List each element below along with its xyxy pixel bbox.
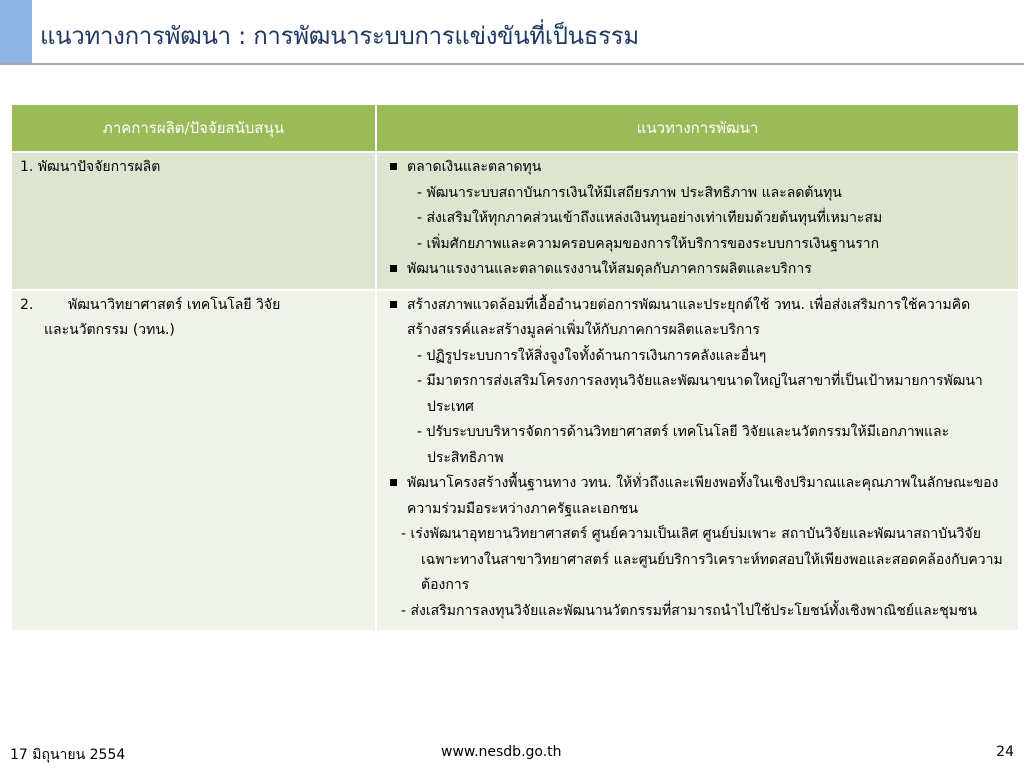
column-header-sector: ภาคการผลิต/ปัจจัยสนับสนุน: [12, 105, 376, 152]
sector-cell: [12, 290, 376, 631]
table-row: [12, 290, 1018, 631]
dash-item: - พัฒนาระบบสถาบันการเงินให้มีเสถียรภาพ ประสิทธิภาพ และลดต้นทุน: [417, 184, 842, 201]
row-number: 2.: [20, 296, 34, 313]
dash-item: - เพิ่มศักยภาพและความครอบคลุมของการให้บริการของระบบการเงินฐานราก: [417, 235, 880, 252]
title-divider: [0, 63, 1024, 65]
sector-label: พัฒนาปัจจัยการผลิต: [37, 159, 161, 175]
table-header-row: [12, 105, 1018, 152]
column-header-guideline: แนวทางการพัฒนา: [376, 105, 1018, 152]
dash-item: - ปฏิรูประบบการให้สิ่งจูงใจทั้งด้านการเงินการคลังและอื่นๆ: [417, 347, 767, 364]
square-bullet-icon: [390, 265, 397, 272]
table-row: [12, 152, 1018, 290]
bullet-item: [389, 293, 1010, 344]
square-bullet-icon: [390, 163, 397, 170]
title-accent-bar: [0, 0, 32, 63]
dash-item: - ปรับระบบบริหารจัดการด้านวิทยาศาสตร์ เทคโนโลยี วิจัยและนวัตกรรมให้มีเอกภาพและประสิทธิภาพ: [417, 424, 950, 466]
footer-url: www.nesdb.go.th: [441, 744, 562, 760]
bullet-text: สร้างสภาพแวดล้อมที่เอื้ออำนวยต่อการพัฒนาและประยุกต์ใช้ วทน. เพื่อส่งเสริมการใช้ความคิดสร้างสรรค์และสร้างมูลค่าเพิ่มให้กับภาคการผลิตและบริการ: [407, 296, 971, 338]
bullet-item: [389, 155, 1010, 181]
bullet-text: พัฒนาแรงงานและตลาดแรงงานให้สมดุลกับภาคการผลิตและบริการ: [407, 261, 812, 277]
bullet-text: ตลาดเงินและตลาดทุน: [407, 159, 542, 175]
sector-cell: [12, 152, 376, 290]
development-table: [12, 105, 1018, 630]
page-number: 24: [996, 744, 1014, 760]
sector-label: พัฒนาวิทยาศาสตร์ เทคโนโลยี วิจัย: [68, 296, 281, 313]
square-bullet-icon: [390, 301, 397, 308]
guideline-cell: [376, 290, 1018, 631]
bullet-text: พัฒนาโครงสร้างพื้นฐานทาง วทน. ให้ทั่วถึงและเพียงพอทั้งในเชิงปริมาณและคุณภาพในลักษณะของความร่วมมือระหว่างภาครัฐและเอกชน: [407, 475, 999, 517]
square-bullet-icon: [390, 479, 397, 486]
dash-item: - ส่งเสริมให้ทุกภาคส่วนเข้าถึงแหล่งเงินทุนอย่างเท่าเทียมด้วยต้นทุนที่เหมาะสม: [417, 210, 883, 226]
slide-title: แนวทางการพัฒนา : การพัฒนาระบบการแข่งขันที่เป็นธรรม: [40, 22, 639, 50]
bullet-item: [389, 257, 1010, 283]
dash-item: - มีมาตรการส่งเสริมโครงการลงทุนวิจัยและพัฒนาขนาดใหญ่ในสาขาที่เป็นเป้าหมายการพัฒนาประเทศ: [417, 373, 983, 415]
dash-item: - เร่งพัฒนาอุทยานวิทยาศาสตร์ ศูนย์ความเป็นเลิศ ศูนย์บ่มเพาะ สถาบันวิจัยและพัฒนาสถาบันวิจัยเฉพาะทางในสาขาวิทยาศาสตร์ และศูนย์บริการวิเคราะห์ทดสอบให้เพียงพอและสอดคล้องกับความต้องการ: [401, 526, 1003, 593]
row-number: 1.: [20, 159, 34, 175]
dash-item: - ส่งเสริมการลงทุนวิจัยและพัฒนานวัตกรรมที่สามารถนำไปใช้ประโยชน์ทั้งเชิงพาณิชย์และชุมชน: [401, 602, 978, 619]
guideline-cell: [376, 152, 1018, 290]
bullet-item: [389, 471, 1010, 522]
sector-label-continued: และนวัตกรรม (วทน.): [44, 322, 175, 338]
footer-date: 17 มิถุนายน 2554: [10, 747, 126, 763]
